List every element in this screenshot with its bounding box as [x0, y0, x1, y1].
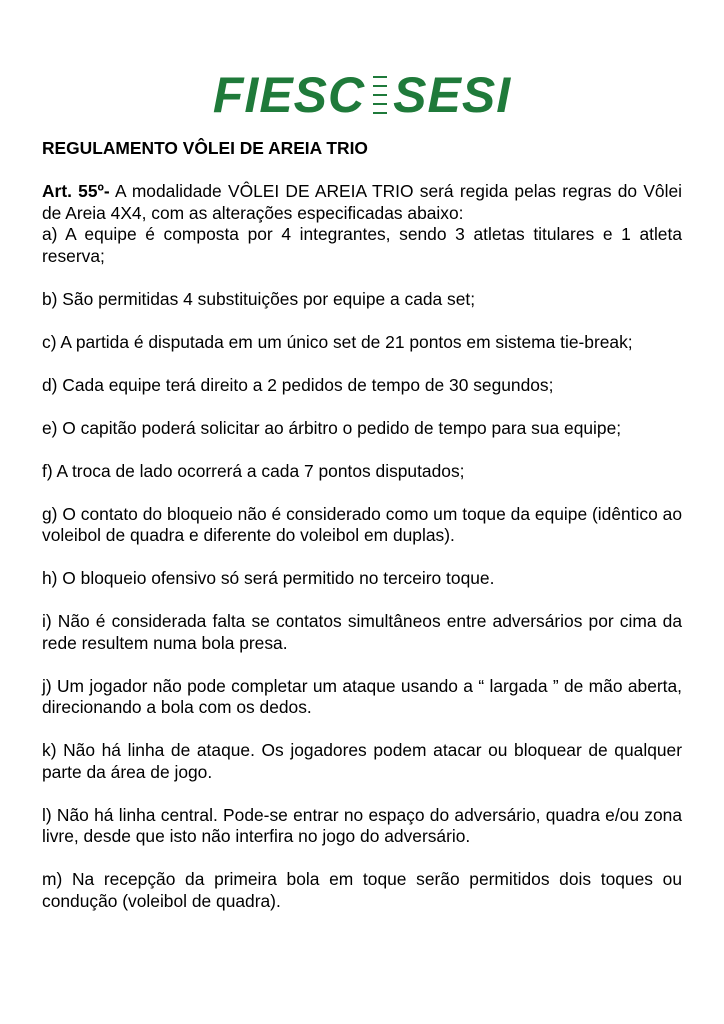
rule-item-e: e) O capitão poderá solicitar ao árbitro o pedido de tempo para sua equipe; [42, 417, 622, 438]
rule-item-a: a) A equipe é composta por 4 integrantes, sendo 3 atletas titulares e 1 atleta reserva; [42, 224, 682, 266]
article-text: A modalidade VÔLEI DE AREIA TRIO será regida pelas regras do Vôlei de Areia 4X4, com as alterações especificadas abaixo: [42, 181, 682, 223]
rule-item-b: b) São permitidas 4 substituições por equipe a cada set; [42, 288, 476, 309]
rule-item-g: g) O contato do bloqueio não é considerado como um toque da equipe (idêntico ao voleibol de quadra e diferente do voleibol em duplas). [42, 503, 682, 545]
article-label: Art. 55º- [42, 181, 110, 201]
logo-fiesc-text: FIESC [212, 67, 366, 123]
document-body [42, 138, 682, 934]
rule-item-d: d) Cada equipe terá direito a 2 pedidos de tempo de 30 segundos; [42, 374, 554, 395]
rule-item-j: j) Um jogador não pode completar um ataque usando a “ largada ” de mão aberta, direcionando a bola com os dedos. [42, 675, 682, 717]
rule-item-m: m) Na recepção da primeira bola em toque serão permitidos dois toques ou condução (voleibol de quadra). [42, 869, 682, 911]
rule-item-k: k) Não há linha de ataque. Os jogadores podem atacar ou bloquear de qualquer parte da área de jogo. [42, 740, 682, 782]
rule-item-h: h) O bloqueio ofensivo só será permitido no terceiro toque. [42, 568, 495, 588]
logo-sesi-text: SESI [393, 67, 512, 123]
rule-item-c: c) A partida é disputada em um único set de 21 pontos em sistema tie-break; [42, 331, 633, 352]
rule-item-l: l) Não há linha central. Pode-se entrar no espaço do adversário, quadra e/ou zona livre, desde que isto não interfira no jogo do adversário. [42, 804, 682, 846]
fiesc-sesi-logo [0, 67, 724, 123]
article-55-intro [42, 181, 682, 224]
document-title: REGULAMENTO VÔLEI DE AREIA TRIO [42, 138, 368, 158]
rule-item-i: i) Não é considerada falta se contatos simultâneos entre adversários por cima da rede resultem numa bola presa. [42, 611, 682, 653]
rule-item-f: f) A troca de lado ocorrerá a cada 7 pontos disputados; [42, 460, 465, 481]
logo-separator-icon [373, 76, 387, 114]
